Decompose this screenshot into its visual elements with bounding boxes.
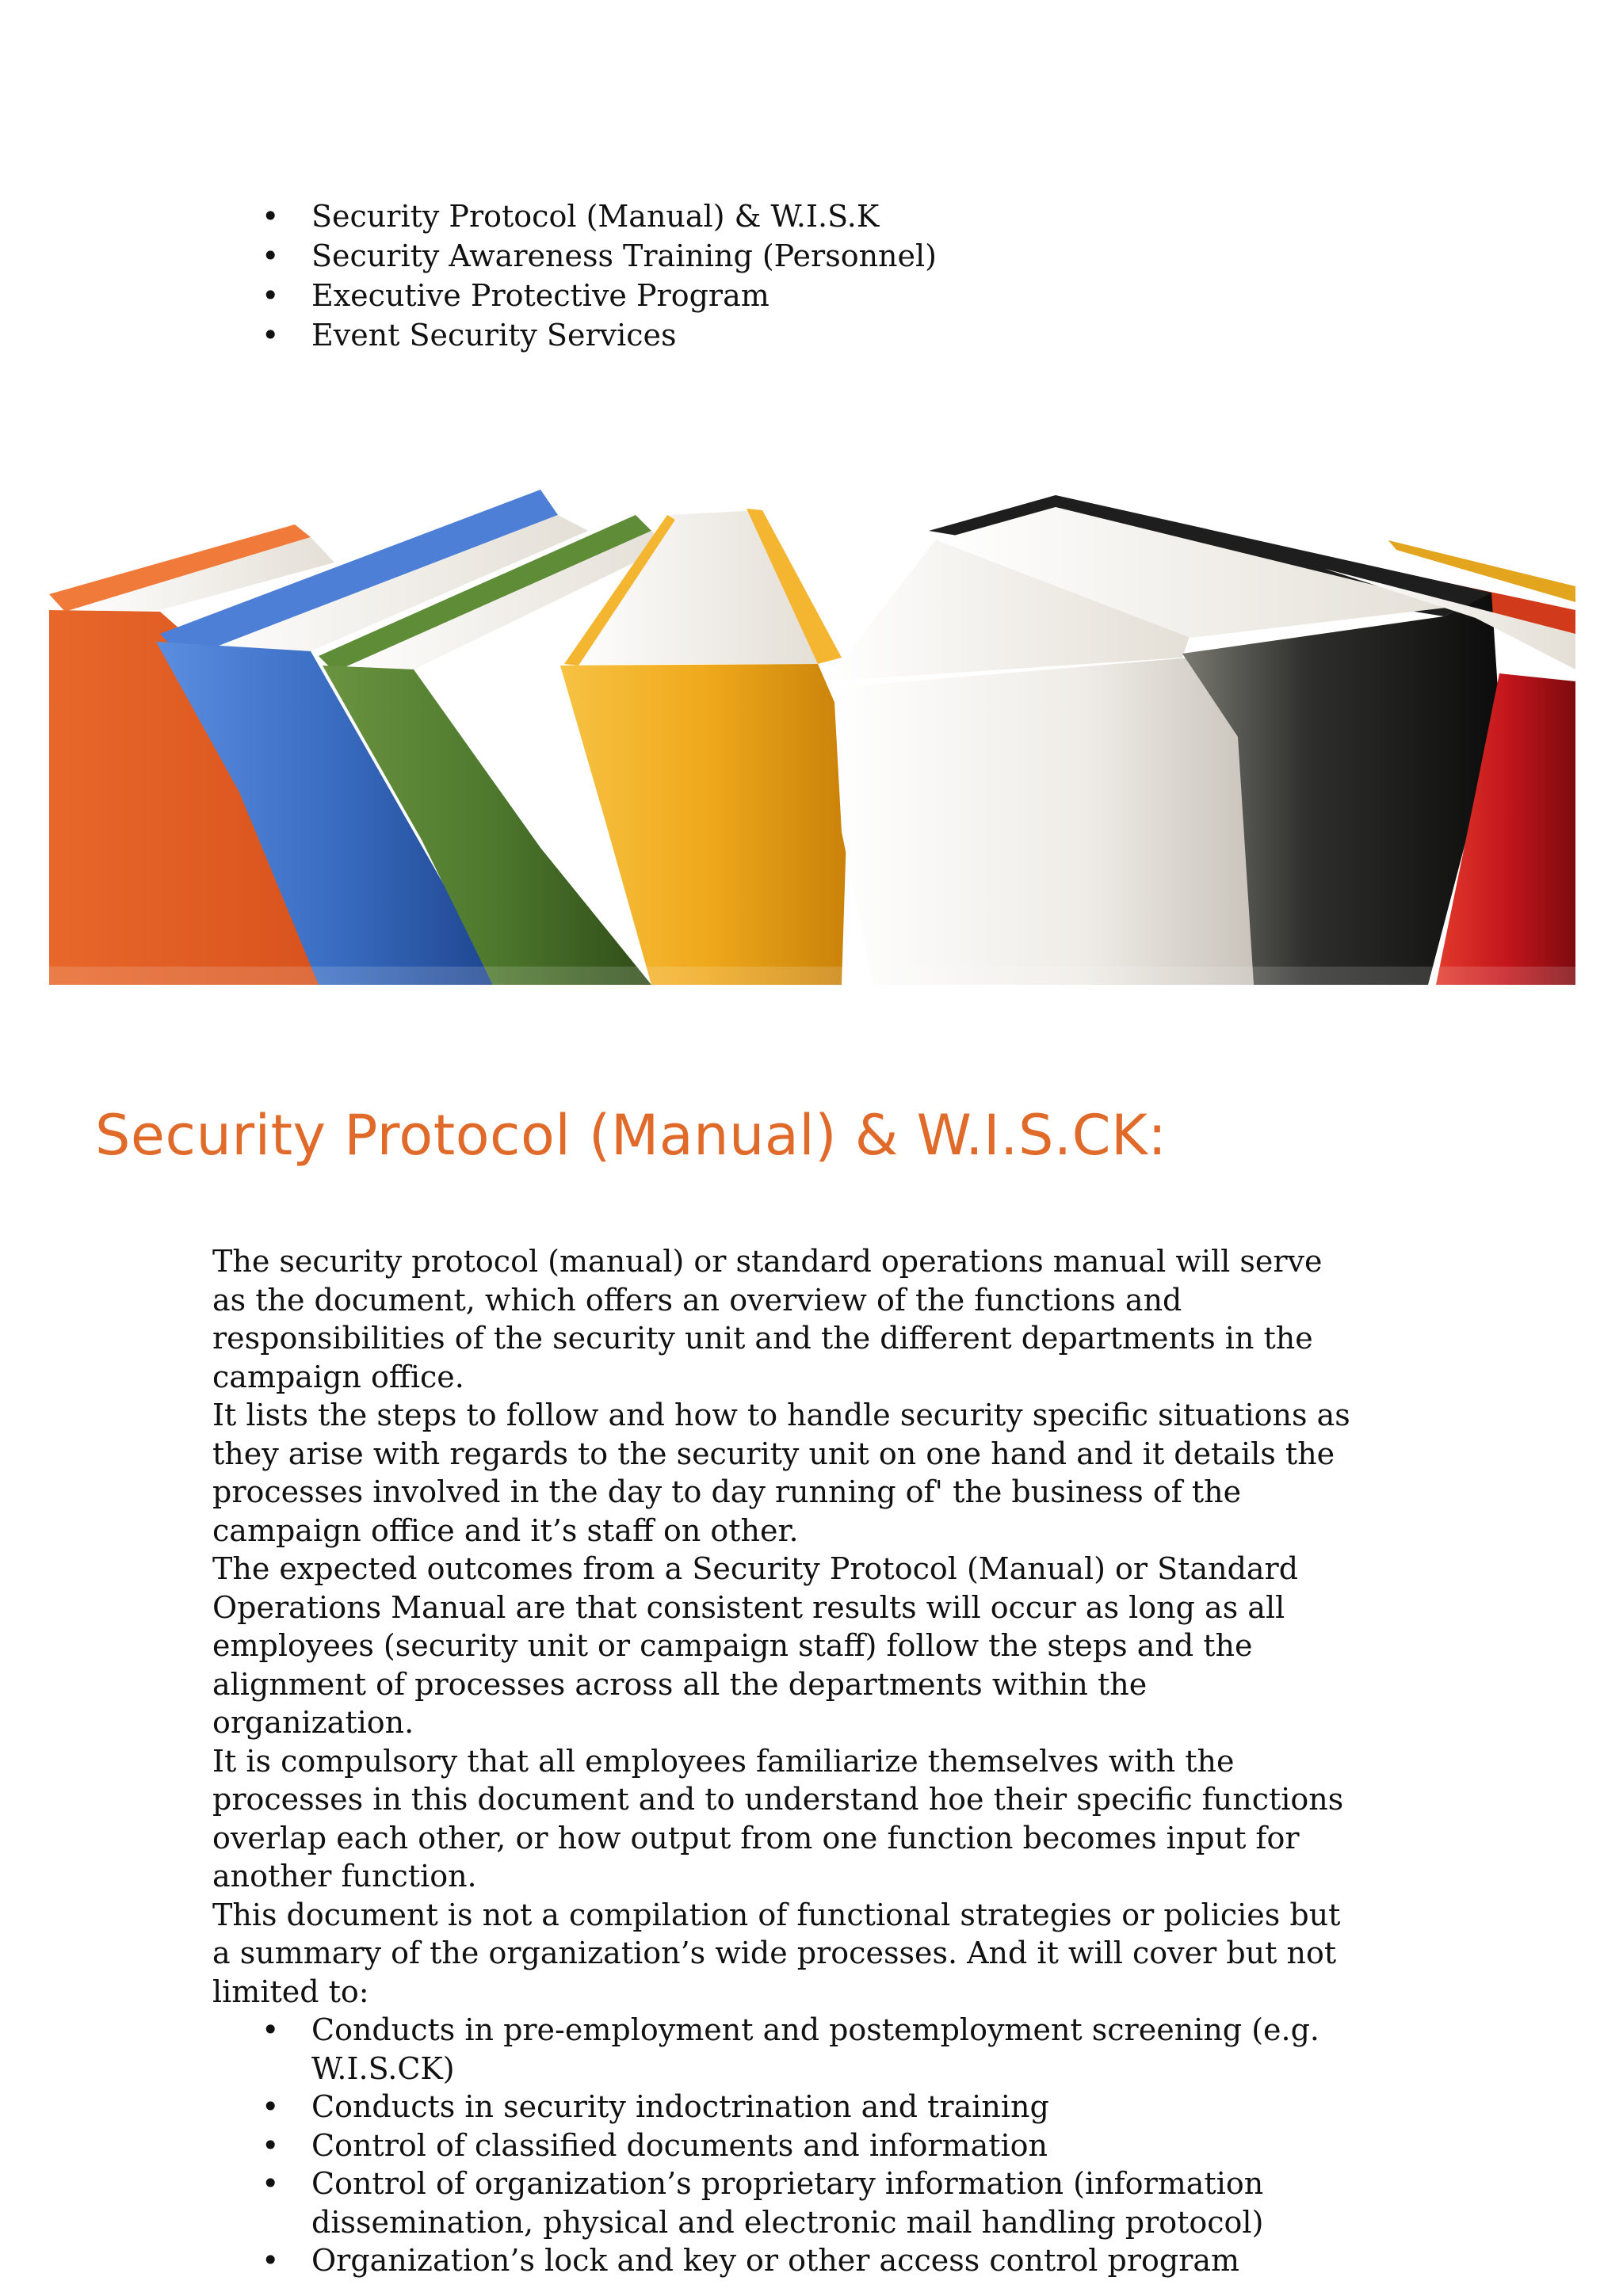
body-paragraph: This document is not a compilation of functional strategies or policies but a summary of the organization’s wide processes. And it will cover but not limited to:: [212, 1897, 1341, 2009]
body-paragraph: It is compulsory that all employees familiarize themselves with the processes in this document and to understand hoe their specific functions overlap each other, or how output from one function becomes input for another function.: [212, 1743, 1344, 1894]
coverage-list-item: • Conducts in security indoctrination and training: [262, 2088, 1371, 2126]
services-list-item: • Security Protocol (Manual) & W.I.S.K: [262, 196, 937, 236]
coverage-list-item: • Control of organization’s proprietary information (information dissemination, physical and electronic mail handling protocol): [262, 2164, 1371, 2241]
coverage-list-item: • Conducts in pre-employment and postemployment screening (e.g. W.I.S.CK): [262, 2011, 1371, 2088]
coverage-list-item: • Control of classified documents and information: [262, 2126, 1371, 2165]
body-paragraph: It lists the steps to follow and how to handle security specific situations as they arise with regards to the security unit on one hand and it details the processes involved in the day to day running of' the business of the campaign office and it’s staff on other.: [212, 1398, 1350, 1548]
coverage-list: [212, 2011, 1371, 2280]
services-list-item: • Executive Protective Program: [262, 276, 937, 315]
section-heading: Security Protocol (Manual) & W.I.S.CK:: [95, 1103, 1167, 1168]
services-list: [262, 196, 937, 355]
services-list-item: • Event Security Services: [262, 315, 937, 355]
body-paragraph: The security protocol (manual) or standard operations manual will serve as the document, which offers an overview of the functions and responsibilities of the security unit and the different departments in the campaign office.: [212, 1244, 1323, 1394]
section-body: [212, 1242, 1354, 2280]
body-paragraph: The expected outcomes from a Security Protocol (Manual) or Standard Operations Manual are that consistent results will occur as long as all employees (security unit or campaign staff) follow the steps and the alignment of processes across all the departments within the organization.: [212, 1551, 1299, 1740]
services-list-item: • Security Awareness Training (Personnel): [262, 236, 937, 276]
coverage-list-item: • Organization’s lock and key or other access control program: [262, 2241, 1371, 2280]
books-banner-image: [49, 475, 1575, 985]
